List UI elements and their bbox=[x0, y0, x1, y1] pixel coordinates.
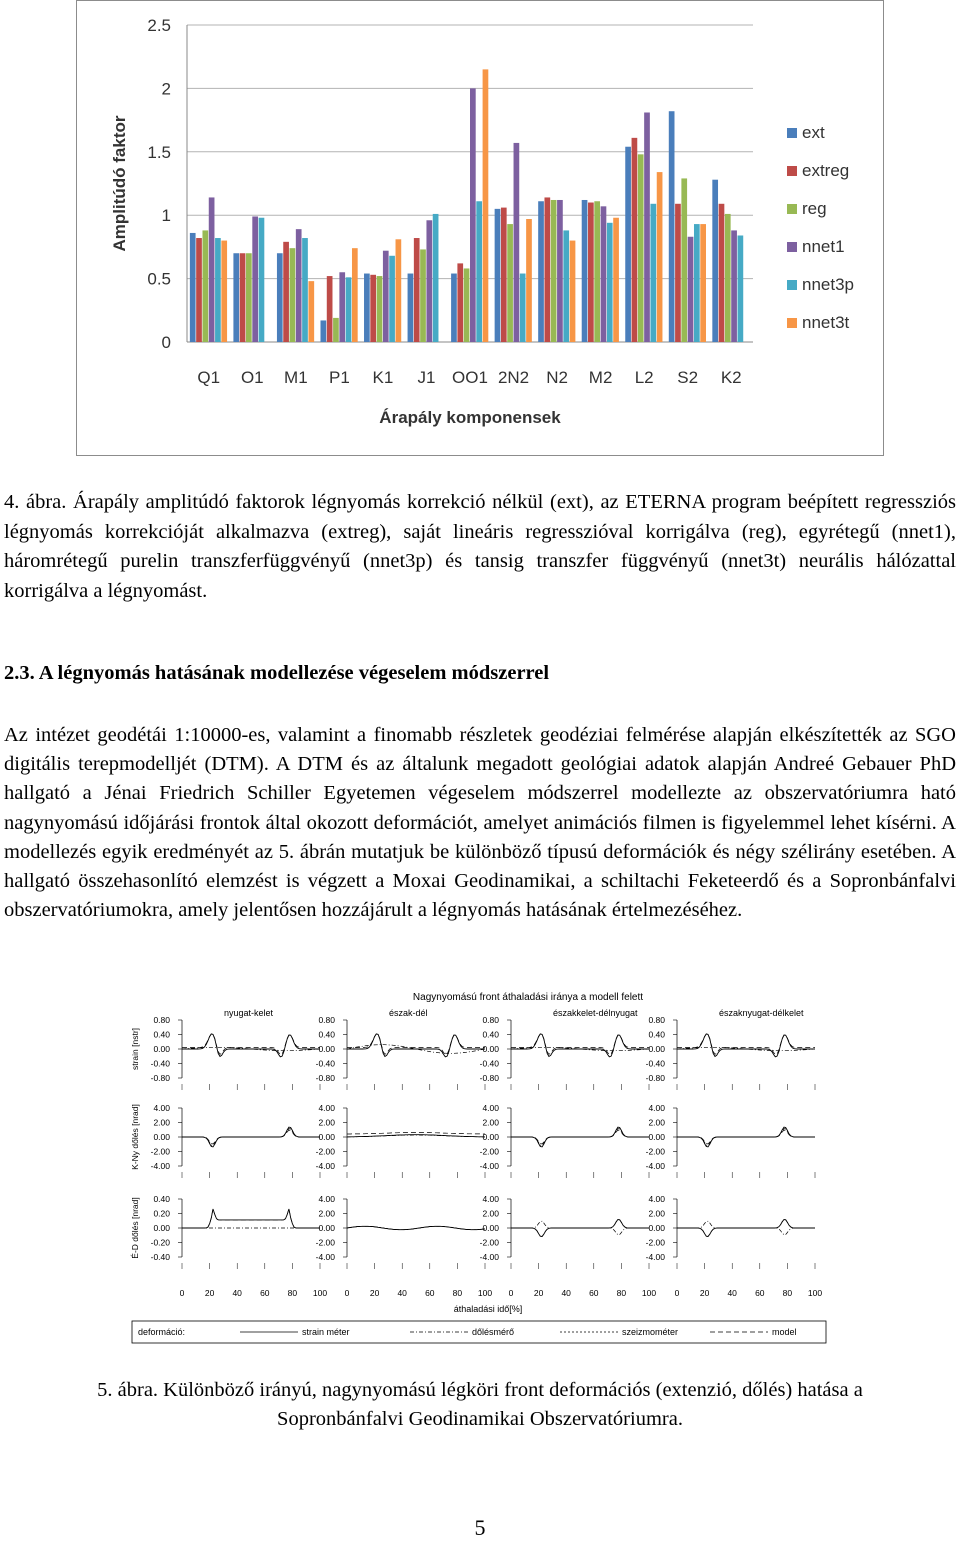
panel-tick-label: 4.00 bbox=[648, 1194, 665, 1204]
panel-tick-label: -4.00 bbox=[479, 1161, 499, 1171]
bar bbox=[290, 248, 296, 342]
bar-chart-svg bbox=[77, 1, 883, 455]
x-tick-label: 80 bbox=[287, 1288, 298, 1298]
panel-tick-label: 4.00 bbox=[648, 1103, 665, 1113]
deformation-curve bbox=[511, 1034, 649, 1057]
legend-item-label: model bbox=[772, 1327, 797, 1337]
bar bbox=[370, 275, 376, 342]
bar bbox=[632, 138, 638, 342]
bar bbox=[495, 209, 501, 342]
x-tick-label: 100 bbox=[312, 1288, 328, 1298]
panel-tick-label: 2.00 bbox=[648, 1208, 665, 1219]
bar bbox=[433, 214, 439, 342]
figure-5-caption-line-1: 5. ábra. Különböző irányú, nagynyomású légköri front deformációs (extenzió, dőlés) hatása a bbox=[97, 1379, 863, 1401]
bar bbox=[364, 274, 370, 342]
x-tick-label: 40 bbox=[727, 1288, 737, 1298]
x-tick-label: 60 bbox=[260, 1288, 270, 1298]
bar bbox=[426, 220, 432, 342]
legend-label: reg bbox=[802, 199, 827, 218]
x-axis-title: áthaladási idő[%] bbox=[453, 1304, 523, 1314]
section-heading: 2.3. A légnyomás hatásának modellezése végeselem módszerrel bbox=[4, 662, 550, 684]
deformation-plots-svg bbox=[120, 984, 840, 1346]
bar bbox=[675, 204, 681, 342]
deformation-curve bbox=[182, 1034, 320, 1057]
figure-5-title: Nagynyomású front áthaladási iránya a modell felett bbox=[412, 992, 644, 1003]
x-tick-label: 2N2 bbox=[497, 368, 530, 387]
bar bbox=[725, 214, 731, 342]
x-tick-label: K2 bbox=[720, 368, 742, 387]
y-tick-label: 1.5 bbox=[147, 142, 171, 162]
y-tick-label: 1 bbox=[161, 206, 171, 226]
x-tick-label: O1 bbox=[240, 368, 264, 387]
panel-tick-label: -2.00 bbox=[315, 1146, 335, 1157]
deformation-curve bbox=[182, 1209, 320, 1228]
bar bbox=[601, 206, 607, 342]
panel-tick-label: 0.00 bbox=[318, 1132, 335, 1142]
panel-tick-label: 0.40 bbox=[318, 1029, 335, 1040]
bar bbox=[333, 318, 339, 342]
bar bbox=[694, 224, 700, 342]
bar bbox=[563, 230, 569, 342]
bar bbox=[346, 277, 352, 342]
deformation-curve bbox=[677, 1034, 815, 1055]
bar bbox=[514, 143, 520, 342]
x-tick-label: 20 bbox=[533, 1288, 544, 1298]
bar bbox=[688, 237, 694, 342]
panel-tick-label: 2.00 bbox=[318, 1117, 335, 1128]
x-axis-title: Árapály komponensek bbox=[379, 408, 561, 427]
body-paragraph: Az intézet geodétái 1:10000-es, valamint a finomabb részletek geodéziai felmérése alapján elkészítették az SGO digitális terepmodelljét (DTM). A DTM és az általunk megadott geológiai adatok alapján Andreé Gebauer PhD hallgató a Jénai Friedrich Schiller Egyetemen végeselem módszerrel modellezte az obszervatóriumra ható nagynyomású időjárási frontok által okozott deformációt, amelyet animációs filmen is figyelemmel lehet kísérni. A modellezés egyik eredményét az 5. ábrán mutatjuk be különböző típusú deformációk és négy szélirány esetében. A hallgató összehasonlító elemzést is végzett a Moxai Geodinamikai, a schiltachi Feketeerdő és a Sopronbánfalvi obszervatóriumokra, amely jelentősen hozzájárult a légnyomás hatásának értelmezéséhez. bbox=[4, 724, 956, 922]
bar bbox=[520, 274, 526, 342]
bar bbox=[538, 201, 544, 342]
panel-tick-label: -4.00 bbox=[315, 1161, 335, 1171]
deformation-curve bbox=[347, 1226, 485, 1229]
page-number: 5 bbox=[474, 1515, 486, 1540]
bar bbox=[221, 241, 227, 342]
bar bbox=[209, 197, 215, 342]
x-tick-label: 40 bbox=[561, 1288, 571, 1298]
bar bbox=[190, 233, 196, 342]
bar bbox=[681, 178, 687, 342]
panel-tick-label: -0.40 bbox=[150, 1058, 170, 1069]
bar bbox=[669, 111, 675, 342]
x-tick-label: OO1 bbox=[452, 368, 488, 387]
x-tick-label: 80 bbox=[452, 1288, 463, 1298]
x-tick-label: 0 bbox=[674, 1288, 680, 1298]
bar bbox=[389, 256, 395, 342]
x-tick-label: 40 bbox=[397, 1288, 407, 1298]
y-axis-title: Amplitúdó faktor bbox=[110, 115, 129, 252]
panel-tick-label: -2.00 bbox=[479, 1146, 499, 1157]
deformation-curve bbox=[182, 1034, 320, 1055]
x-tick-label: N2 bbox=[546, 368, 568, 387]
bar bbox=[377, 276, 383, 342]
panel-tick-label: 2.00 bbox=[482, 1208, 499, 1219]
x-tick-label: 100 bbox=[641, 1288, 657, 1298]
legend-label: nnet3p bbox=[802, 275, 854, 294]
panel-tick-label: 0.80 bbox=[153, 1015, 170, 1025]
bar bbox=[507, 224, 513, 342]
bar bbox=[570, 241, 576, 342]
panel-tick-label: 0.00 bbox=[648, 1132, 665, 1142]
panel-tick-label: 0.00 bbox=[153, 1044, 170, 1054]
panel-column-title: nyugat-kelet bbox=[224, 1008, 274, 1018]
panel-tick-label: -4.00 bbox=[645, 1161, 665, 1171]
x-tick-label: Q1 bbox=[197, 368, 221, 387]
panel-tick-label: 4.00 bbox=[318, 1194, 335, 1204]
x-tick-label: L2 bbox=[634, 368, 654, 387]
bar bbox=[408, 274, 414, 342]
panel-tick-label: 0.00 bbox=[648, 1044, 665, 1054]
x-tick-label: P1 bbox=[328, 368, 350, 387]
deformation-curve bbox=[347, 1034, 485, 1055]
panel-tick-label: 0.40 bbox=[482, 1029, 499, 1040]
deformation-curve bbox=[347, 1133, 485, 1135]
panel-tick-label: -2.00 bbox=[645, 1237, 665, 1248]
x-tick-label: K1 bbox=[372, 368, 394, 387]
panel-tick-label: -2.00 bbox=[645, 1146, 665, 1157]
x-tick-label: 80 bbox=[782, 1288, 793, 1298]
figure-5-deformation-plots bbox=[120, 984, 840, 1346]
deformation-curve bbox=[511, 1130, 649, 1144]
panel-tick-label: 0.40 bbox=[153, 1029, 170, 1040]
panel-tick-label: -0.40 bbox=[479, 1058, 499, 1069]
bar bbox=[414, 238, 420, 342]
panel-tick-label: 0.80 bbox=[318, 1015, 335, 1025]
bar bbox=[470, 88, 476, 342]
panel-tick-label: 0.40 bbox=[648, 1029, 665, 1040]
bar bbox=[283, 242, 289, 342]
y-tick-label: 0.5 bbox=[147, 269, 171, 289]
y-tick-label: 2 bbox=[161, 79, 171, 99]
bar bbox=[240, 253, 246, 342]
bar bbox=[738, 235, 744, 342]
x-tick-label: 80 bbox=[616, 1288, 627, 1298]
panel-tick-label: 0.00 bbox=[482, 1044, 499, 1054]
legend-label: nnet1 bbox=[802, 237, 845, 256]
panel-tick-label: -4.00 bbox=[150, 1161, 170, 1171]
deformation-curve bbox=[677, 1130, 815, 1144]
bar bbox=[457, 263, 463, 342]
row-label: É-D dőlés [nrad] bbox=[130, 1197, 140, 1259]
x-tick-label: 20 bbox=[699, 1288, 710, 1298]
panel-tick-label: -0.80 bbox=[479, 1073, 499, 1083]
panel-tick-label: 0.00 bbox=[153, 1223, 170, 1233]
x-tick-label: M1 bbox=[284, 368, 308, 387]
bar bbox=[712, 180, 718, 342]
panel-tick-label: 0.00 bbox=[153, 1132, 170, 1142]
bar bbox=[731, 230, 737, 342]
x-tick-label: 40 bbox=[232, 1288, 242, 1298]
bar bbox=[246, 253, 252, 342]
bar bbox=[302, 238, 308, 342]
y-tick-label: 2.5 bbox=[147, 16, 171, 35]
bar bbox=[613, 218, 619, 342]
bar bbox=[588, 203, 594, 342]
bar bbox=[483, 69, 489, 342]
bar bbox=[719, 204, 725, 342]
figure-5-caption-line-2: Sopronbánfalvi Geodinamikai Obszervatóriumra. bbox=[277, 1408, 683, 1430]
deformation-curve bbox=[677, 1034, 815, 1057]
panel-tick-label: 0.00 bbox=[648, 1223, 665, 1233]
bar bbox=[551, 200, 557, 342]
bar bbox=[277, 253, 283, 342]
bar bbox=[352, 248, 358, 342]
bar bbox=[544, 197, 550, 342]
panel-column-title: észak-dél bbox=[389, 1008, 428, 1018]
legend-swatch bbox=[787, 204, 797, 214]
panel-tick-label: 0.00 bbox=[482, 1223, 499, 1233]
panel-tick-label: -4.00 bbox=[315, 1252, 335, 1262]
bar bbox=[594, 201, 600, 342]
bar bbox=[252, 216, 258, 342]
x-tick-label: 0 bbox=[508, 1288, 514, 1298]
panel-tick-label: 4.00 bbox=[318, 1103, 335, 1113]
bar bbox=[320, 320, 326, 342]
panel-tick-label: 4.00 bbox=[482, 1194, 499, 1204]
panel-tick-label: -2.00 bbox=[479, 1237, 499, 1248]
panel-tick-label: -4.00 bbox=[479, 1252, 499, 1262]
bar bbox=[259, 218, 265, 342]
figure-5-caption bbox=[0, 1376, 960, 1434]
panel-tick-label: 2.00 bbox=[648, 1117, 665, 1128]
legend-swatch bbox=[787, 242, 797, 252]
figure-4-bar-chart bbox=[76, 0, 884, 456]
legend-label: nnet3t bbox=[802, 313, 850, 332]
x-tick-label: S2 bbox=[677, 368, 699, 387]
panel-tick-label: 0.80 bbox=[482, 1015, 499, 1025]
panel-tick-label: 0.00 bbox=[318, 1223, 335, 1233]
x-tick-label: 20 bbox=[204, 1288, 215, 1298]
panel-tick-label: -0.40 bbox=[315, 1058, 335, 1069]
x-tick-label: 0 bbox=[179, 1288, 185, 1298]
panel-tick-label: -0.80 bbox=[150, 1073, 170, 1083]
bar bbox=[308, 281, 314, 342]
bar bbox=[607, 223, 613, 342]
panel-tick-label: -0.20 bbox=[150, 1237, 170, 1248]
legend-label: extreg bbox=[802, 161, 850, 180]
bar bbox=[383, 251, 389, 342]
bar bbox=[196, 238, 202, 342]
panel-tick-label: 2.00 bbox=[318, 1208, 335, 1219]
panel-column-title: északnyugat-délkelet bbox=[719, 1008, 804, 1018]
panel-tick-label: 0.80 bbox=[648, 1015, 665, 1025]
figure-4-caption: 4. ábra. Árapály amplitúdó faktorok légnyomás korrekció nélkül (ext), az ETERNA program beépített regressziós légnyomás korrekcióját alkalmazva (extreg), saját lineáris regresszióval korrigálva (reg), egyrétegű (nnet1), háromrétegű purelin transzferfüggvényű (nnet3p) és tansig transzfer függvényű (nnet3t) neurális hálózattal korrigálva a légnyomást. bbox=[4, 491, 956, 602]
bar bbox=[557, 200, 563, 342]
x-tick-label: 60 bbox=[425, 1288, 435, 1298]
row-label: strain [nstr] bbox=[130, 1027, 140, 1071]
panel-tick-label: 0.00 bbox=[318, 1044, 335, 1054]
x-tick-label: 60 bbox=[589, 1288, 599, 1298]
y-tick-label: 0 bbox=[161, 333, 171, 352]
panel-tick-label: 4.00 bbox=[153, 1103, 170, 1113]
bar bbox=[202, 230, 208, 342]
x-tick-label: M2 bbox=[588, 368, 613, 387]
bar bbox=[296, 229, 302, 342]
legend-item-label: szeizmométer bbox=[622, 1327, 679, 1337]
legend-title: deformáció: bbox=[138, 1327, 186, 1337]
bar bbox=[396, 239, 402, 342]
bar bbox=[233, 253, 239, 342]
x-tick-label: 60 bbox=[755, 1288, 765, 1298]
panel-tick-label: 0.20 bbox=[153, 1208, 170, 1219]
bar bbox=[451, 274, 457, 342]
panel-tick-label: -0.40 bbox=[150, 1252, 170, 1262]
legend-swatch bbox=[787, 280, 797, 290]
bar bbox=[464, 268, 470, 342]
legend-item-label: dőlésmérő bbox=[472, 1327, 515, 1337]
deformation-curve bbox=[182, 1209, 320, 1228]
bar bbox=[582, 200, 588, 342]
legend-item-label: strain méter bbox=[302, 1327, 350, 1337]
panel-tick-label: 2.00 bbox=[153, 1117, 170, 1128]
bar bbox=[526, 219, 532, 342]
panel-tick-label: 4.00 bbox=[482, 1103, 499, 1113]
bar bbox=[339, 272, 345, 342]
bar bbox=[650, 204, 656, 342]
x-tick-label: 0 bbox=[344, 1288, 350, 1298]
x-tick-label: 100 bbox=[807, 1288, 823, 1298]
bar bbox=[657, 172, 663, 342]
panel-tick-label: -0.40 bbox=[645, 1058, 665, 1069]
panel-tick-label: -0.80 bbox=[315, 1073, 335, 1083]
bar bbox=[644, 112, 650, 342]
panel-tick-label: 2.00 bbox=[482, 1117, 499, 1128]
panel-column-title: északkelet-délnyugat bbox=[553, 1008, 638, 1018]
x-tick-label: J1 bbox=[417, 368, 436, 387]
legend-swatch bbox=[787, 166, 797, 176]
panel-tick-label: -0.80 bbox=[645, 1073, 665, 1083]
bar bbox=[501, 208, 507, 342]
bar bbox=[700, 224, 706, 342]
legend-swatch bbox=[787, 128, 797, 138]
panel-tick-label: -2.00 bbox=[150, 1146, 170, 1157]
x-tick-label: 20 bbox=[369, 1288, 380, 1298]
bar bbox=[476, 201, 482, 342]
row-label: K-Ny dőlés [nrad] bbox=[130, 1104, 140, 1170]
legend-label: ext bbox=[802, 123, 825, 142]
legend-swatch bbox=[787, 318, 797, 328]
deformation-curve bbox=[511, 1034, 649, 1055]
deformation-curve bbox=[182, 1130, 320, 1144]
bar bbox=[327, 276, 333, 342]
bar bbox=[638, 154, 644, 342]
panel-tick-label: 0.00 bbox=[482, 1132, 499, 1142]
panel-tick-label: -4.00 bbox=[645, 1252, 665, 1262]
bar bbox=[625, 147, 631, 342]
panel-tick-label: 0.40 bbox=[153, 1194, 170, 1204]
x-tick-label: 100 bbox=[477, 1288, 493, 1298]
bar bbox=[215, 238, 221, 342]
bar bbox=[420, 249, 426, 342]
panel-tick-label: -2.00 bbox=[315, 1237, 335, 1248]
